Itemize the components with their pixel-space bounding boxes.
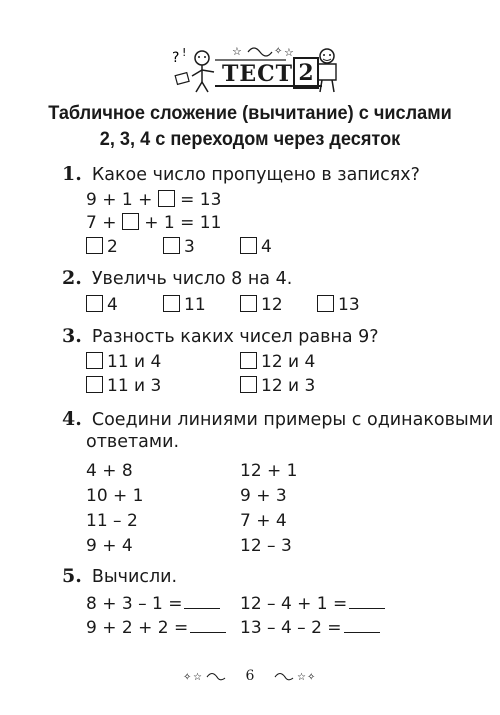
task-4-right-4: 12 – 3 bbox=[240, 536, 292, 556]
checkbox[interactable] bbox=[240, 352, 257, 369]
task-4-text-2: ответами. bbox=[86, 432, 180, 452]
checkbox[interactable] bbox=[86, 352, 103, 369]
expr-text: 9 + 2 + 2 = bbox=[86, 618, 189, 638]
task-1-equation-2 bbox=[86, 213, 221, 233]
checkbox[interactable] bbox=[163, 295, 180, 312]
task-4-left-4: 9 + 4 bbox=[86, 536, 133, 556]
task-2-question bbox=[62, 267, 292, 289]
task-5-expr-1 bbox=[86, 594, 220, 614]
task-5-expr-3 bbox=[86, 618, 226, 638]
task-3-text: Разность каких чисел равна 9? bbox=[91, 327, 379, 347]
task-5-expr-4 bbox=[240, 618, 380, 638]
task-5-number: 5. bbox=[62, 565, 82, 587]
task-2-option-c[interactable] bbox=[240, 295, 283, 315]
svg-text:!: ! bbox=[182, 46, 187, 59]
task-1-text: Какое число пропущено в записях? bbox=[91, 165, 420, 185]
test-number: 2 bbox=[293, 57, 319, 89]
task-2-text: Увеличь число 8 на 4. bbox=[91, 269, 293, 289]
svg-text:☆: ☆ bbox=[232, 45, 242, 58]
ornament-left-icon bbox=[183, 669, 227, 683]
checkbox[interactable] bbox=[240, 295, 257, 312]
task-2-option-b[interactable] bbox=[163, 295, 206, 315]
svg-text:☆: ☆ bbox=[193, 672, 203, 683]
option-label: 12 и 4 bbox=[261, 352, 316, 372]
eq2-left: 7 + bbox=[86, 213, 117, 233]
svg-text:✧: ✧ bbox=[183, 672, 192, 683]
option-label: 11 bbox=[184, 295, 206, 315]
task-4-right-1: 12 + 1 bbox=[240, 461, 298, 481]
task-3-question bbox=[62, 325, 379, 347]
option-label: 11 и 3 bbox=[107, 376, 162, 396]
eq1-right: = 13 bbox=[180, 190, 222, 210]
expr-text: 8 + 3 – 1 = bbox=[86, 594, 183, 614]
task-1-option-a[interactable] bbox=[86, 237, 118, 257]
task-3-option-b[interactable] bbox=[240, 352, 315, 372]
task-4-right-2: 9 + 3 bbox=[240, 486, 287, 506]
checkbox[interactable] bbox=[86, 295, 103, 312]
option-label: 4 bbox=[107, 295, 118, 315]
task-1-equation-1 bbox=[86, 190, 221, 210]
page-number: 6 bbox=[245, 668, 255, 684]
option-label: 13 bbox=[338, 295, 360, 315]
task-4-question bbox=[62, 408, 493, 430]
task-1-option-c[interactable] bbox=[240, 237, 272, 257]
task-1-question bbox=[62, 163, 420, 185]
task-3-option-d[interactable] bbox=[240, 376, 315, 396]
option-label: 11 и 4 bbox=[107, 352, 162, 372]
option-label: 4 bbox=[261, 237, 272, 257]
task-3-option-c[interactable] bbox=[86, 376, 161, 396]
eq2-right: + 1 = 11 bbox=[144, 213, 222, 233]
expr-text: 13 – 4 – 2 = bbox=[240, 618, 342, 638]
task-2-option-d[interactable] bbox=[317, 295, 360, 315]
option-label: 12 и 3 bbox=[261, 376, 316, 396]
svg-text:✧: ✧ bbox=[306, 672, 316, 683]
svg-text:☆: ☆ bbox=[296, 672, 306, 683]
test-word: ТЕСТ bbox=[222, 61, 294, 87]
svg-text:☆: ☆ bbox=[284, 46, 294, 59]
task-4-left-1: 4 + 8 bbox=[86, 461, 133, 481]
checkbox[interactable] bbox=[86, 376, 103, 393]
option-label: 12 bbox=[261, 295, 283, 315]
task-5-question bbox=[62, 565, 177, 587]
task-1-number: 1. bbox=[62, 163, 82, 185]
task-2-option-a[interactable] bbox=[86, 295, 118, 315]
task-5-expr-2 bbox=[240, 594, 385, 614]
checkbox[interactable] bbox=[86, 237, 103, 254]
task-4-left-2: 10 + 1 bbox=[86, 486, 144, 506]
eq2-blank-box[interactable] bbox=[122, 213, 139, 230]
task-2-number: 2. bbox=[62, 267, 82, 289]
checkbox[interactable] bbox=[163, 237, 180, 254]
test-banner bbox=[170, 42, 340, 94]
checkbox[interactable] bbox=[240, 237, 257, 254]
checkbox[interactable] bbox=[317, 295, 334, 312]
eq1-blank-box[interactable] bbox=[158, 190, 175, 207]
page-footer bbox=[0, 668, 500, 684]
expr-text: 12 – 4 + 1 = bbox=[240, 594, 348, 614]
task-1-option-b[interactable] bbox=[163, 237, 195, 257]
checkbox[interactable] bbox=[240, 376, 257, 393]
option-label: 3 bbox=[184, 237, 195, 257]
answer-blank[interactable] bbox=[184, 607, 220, 609]
task-5-text: Вычисли. bbox=[91, 567, 178, 587]
ornament-right-icon bbox=[273, 669, 317, 683]
answer-blank[interactable] bbox=[190, 631, 226, 633]
task-4-left-3: 11 – 2 bbox=[86, 511, 138, 531]
eq1-left: 9 + 1 + bbox=[86, 190, 153, 210]
task-3-option-a[interactable] bbox=[86, 352, 161, 372]
answer-blank[interactable] bbox=[344, 631, 380, 633]
task-3-number: 3. bbox=[62, 325, 82, 347]
title-line-1: Табличное сложение (вычитание) с числами bbox=[48, 102, 452, 124]
svg-text:✧: ✧ bbox=[274, 46, 283, 57]
option-label: 2 bbox=[107, 237, 118, 257]
task-4-right-3: 7 + 4 bbox=[240, 511, 287, 531]
task-4-text-1: Соедини линиями примеры с одинаковыми bbox=[91, 410, 494, 430]
task-4-number: 4. bbox=[62, 408, 82, 430]
title-line-2: 2, 3, 4 с переходом через десяток bbox=[99, 128, 401, 150]
svg-text:?: ? bbox=[172, 50, 180, 66]
answer-blank[interactable] bbox=[349, 607, 385, 609]
